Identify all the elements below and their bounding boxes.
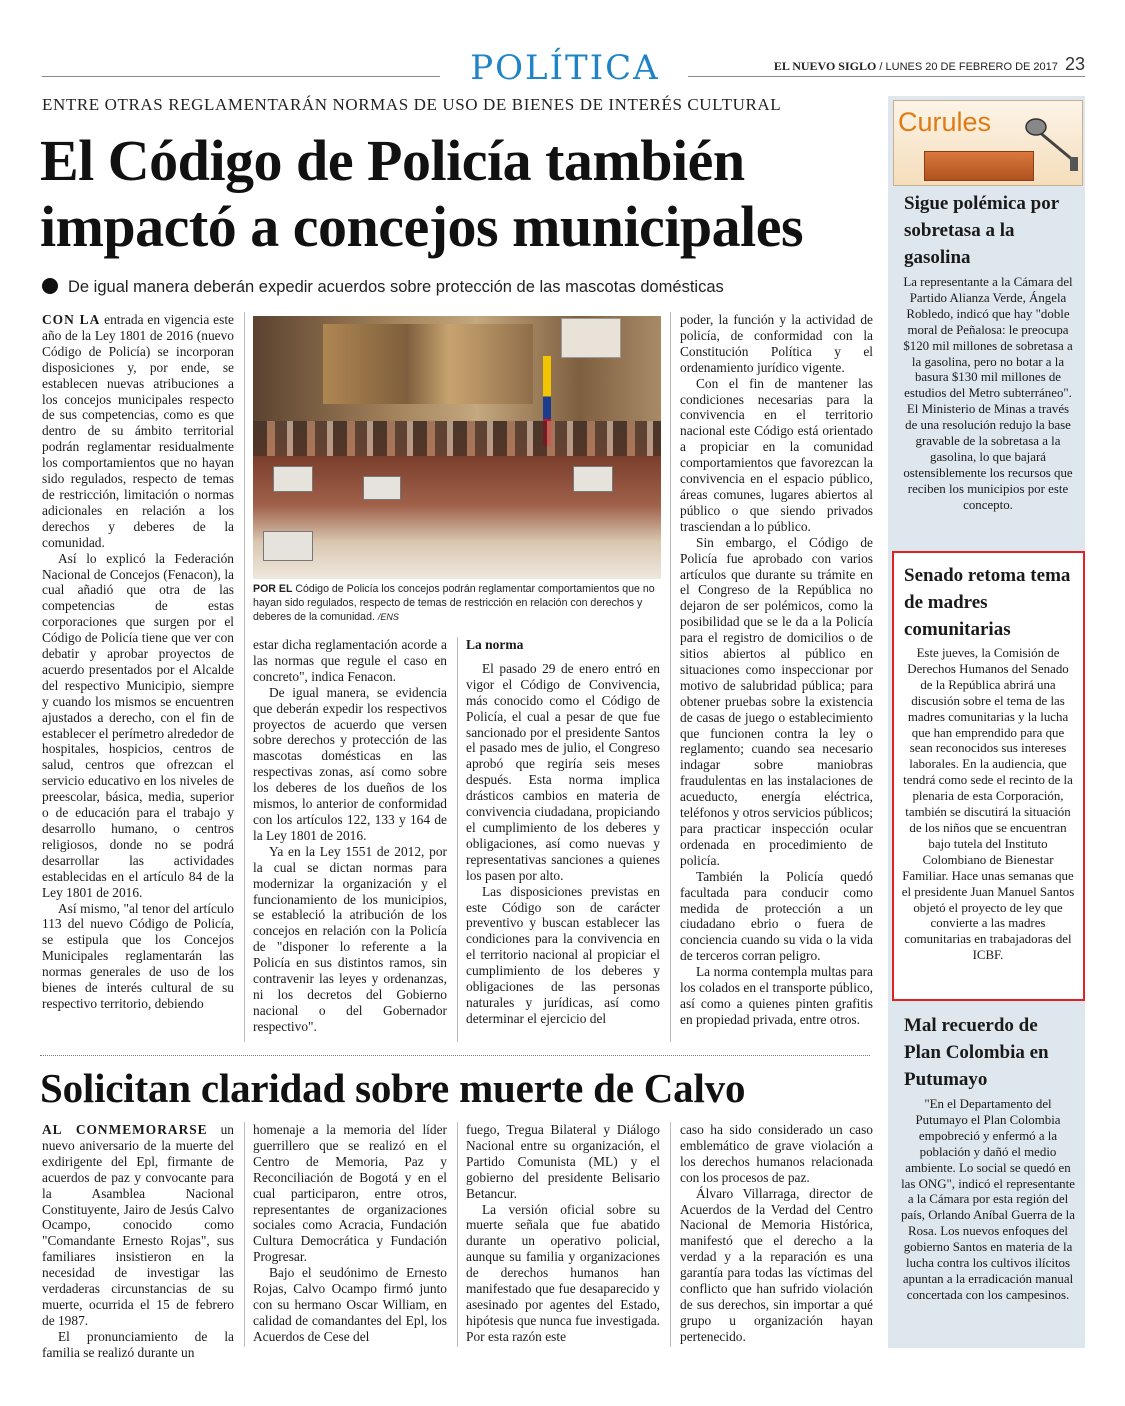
- lead-in: AL CONMEMORARSE: [42, 1122, 208, 1137]
- column-rule: [670, 312, 671, 1042]
- council-session-photo: [253, 316, 661, 579]
- paragraph: De igual manera, se evidencia que deberán expedir los respectivos proyectos de acuerdo que versen sobre derechos y protección de las mascotas domésticas en las respectivas zonas, así como sobre los deberes de los dueños de los mismos, lo anterior de conformidad con los artículos 122, 133 y 164 de la Ley 1801 de 2016.: [253, 684, 447, 843]
- main-col-3: [466, 637, 660, 1027]
- second-col-1: [42, 1122, 234, 1361]
- paragraph-text: un nuevo aniversario de la muerte del exdirigente del Epl, firmante de acuerdos de paz y convocante para la Asamblea Nacional Constituyente, Jairo de Jesús Calvo Ocampo, conocido como "Comandante Ernesto Rojas", sus familiares insistieron en la necesidad de investigar las verdaderas circunstancias de su muerte, ocurrida el 15 de febrero de 1987.: [42, 1122, 234, 1328]
- deck-text: De igual manera deberán expedir acuerdos sobre protección de las mascotas domésticas: [68, 278, 724, 296]
- paragraph-text: entrada en vigencia este año de la Ley 1801 de 2016 (nuevo Código de Policía) se incorporan disposiciones y, por ende, se establecen nuevas atribuciones a los concejos municipales respecto de sus competencias, como es que dentro de su ámbito territorial podrán reglamentar residualmente los comportamientos que no hayan sido regulados, respecto de temas de restricción, limitación o normas adicionales en relación a los derechos y deberes de la comunidad.: [42, 312, 234, 550]
- sidebar-body: La representante a la Cámara del Partido Alianza Verde, Ángela Robledo, indicó que hay "doble moral de Peñalosa: le preocupa $120 mil millones de sobretasa a la gasolina, pero no botar a la basura $130 mil millones de estudios del Metro subterráneo". El Ministerio de Minas a través de una resolución redujo la base gravable de la sobretasa a la gasolina, lo que bajará ostensiblemente los recursos que reciben los municipios por este concepto.: [903, 275, 1073, 512]
- photo-monitor: [263, 531, 313, 561]
- second-headline: Solicitan claridad sobre muerte de Calvo: [40, 1065, 746, 1111]
- column-rule: [670, 1122, 671, 1347]
- header-rule-right: [688, 76, 1085, 77]
- paragraph: fuego, Tregua Bilateral y Diálogo Nacional entre su organización, el Partido Comunista (ML) y el gobierno del presidente Belisario Betancur.: [466, 1122, 660, 1201]
- main-deck: [42, 278, 872, 297]
- main-col-1: [42, 312, 234, 1012]
- sidebar-headline: Sigue polémica por sobretasa a la gasolina: [904, 193, 1059, 268]
- curules-banner: [893, 100, 1083, 186]
- paragraph: La versión oficial sobre su muerte señala que fue abatido durante un operativo policial, aunque su familia y organizaciones de derechos humanos han manifestado que fue desaparecido y asesinado por agentes del Estado, hipótesis que nunca fue investigada. Por esta razón este: [466, 1201, 660, 1344]
- photo-monitor: [273, 466, 313, 492]
- header-rule-left: [42, 76, 440, 77]
- microphone-icon: [1014, 111, 1082, 171]
- second-col-2: [253, 1122, 447, 1345]
- sidebar-headline: Senado retoma tema de madres comunitarias: [904, 565, 1071, 640]
- photo-caption: [253, 583, 663, 624]
- paragraph: estar dicha reglamentación acorde a las normas que regule el caso en concreto", indica Fenacon.: [253, 637, 447, 684]
- paragraph: [42, 1122, 234, 1329]
- sidebar-body: "En el Departamento del Putumayo el Plan Colombia empobreció y enfermó a la población y dañó el medio ambiente. Lo social se quedó en las ONG", indicó el representante a la Cámara por esta región del país, Orlando Aníbal Guerra de la Rosa. Los nuevos enfoques del gobierno Santos en materia de la lucha contra los cultivos ilícitos apuntan a la erradicación manual concertada con los campesinos.: [901, 1097, 1075, 1302]
- paragraph: El pasado 29 de enero entró en vigor el Código de Convivencia, más conocido como el Código de Policía, el cual a pesar de que fue sancionado por el presidente Santos el pasado mes de julio, el Congreso aprobó que regiría seis meses después. Esta norma implica drásticos cambios en materia de convivencia ciudadana, propiciando el cumplimiento de los deberes y obligaciones, así como nuevas y representativas sanciones a quienes los pasen por alto.: [466, 660, 660, 883]
- story-divider: [40, 1055, 870, 1056]
- paragraph: poder, la función y la actividad de policía, de conformidad con la Constitución Política y el ordenamiento jurídico vigente.: [680, 312, 873, 375]
- paragraph: Así lo explicó la Federación Nacional de Concejos (Fenacon), la cual añadió que otra de las competencias de estas corporaciones que surgen por el Código de Policía tiene que ver con debatir y aprobar proyectos de acuerdo presentados por el Alcalde del respectivo Municipio, siempre y cuando los mismos se encuentren ajustados a derecho, con el fin de establecer el perímetro alrededor de hospitales, hospicios, centros de salud, centros que ofrezcan el servicio educativo en los niveles de preescolar, básica, media, superior o de educación para el trabajo y desarrollo humano, o centros religiosos, donde no se podrá desarrollar las actividades establecidas en el artículo 84 de la Ley 1801 de 2016.: [42, 550, 234, 900]
- paragraph: Bajo el seudónimo de Ernesto Rojas, Calvo Ocampo firmó junto con su hermano Oscar William, en calidad de comandantes del Epl, los Acuerdos de Cese del: [253, 1265, 447, 1344]
- masthead: [774, 54, 1085, 75]
- second-col-3: [466, 1122, 660, 1345]
- lead-in: CON LA: [42, 312, 101, 327]
- column-rule: [244, 1122, 245, 1347]
- paragraph: Las disposiciones previstas en este Código son de carácter preventivo y buscan establecer las condiciones para la convivencia en el territorio nacional al propiciar el cumplimiento de los deberes y obligaciones de las personas naturales y jurídicas, así como determinar el ejercicio del: [466, 883, 660, 1026]
- photo-mural: [323, 324, 533, 404]
- photo-monitor: [363, 476, 401, 500]
- paragraph: Así mismo, "al tenor del artículo 113 del nuevo Código de Policía, se estipula que los Concejos Municipales reglamentarán las normas generales de uso de los bienes de interés cultural de su respectivo territorio, debiendo: [42, 900, 234, 1011]
- subhead-la-norma: La norma: [466, 637, 524, 652]
- second-col-4: [680, 1122, 873, 1345]
- photo-credit: /ENS: [377, 611, 399, 622]
- sidebar-headline: Mal recuerdo de Plan Colombia en Putumayo: [904, 1015, 1049, 1090]
- paragraph: Con el fin de mantener las condiciones necesarias para la convivencia en el territorio nacional este Código está orientado a propiciar en la comunidad comportamientos que favorezcan la convivencia en el espacio público, áreas comunes, lugares abiertos al público o que siendo privados trasciendan a lo público.: [680, 375, 873, 534]
- paragraph: También la Policía quedó facultada para conducir como medida de protección a un ciudadano ebrio o fuera de conciencia cuando su vida o la vida de terceros corran peligro.: [680, 868, 873, 964]
- main-kicker: ENTRE OTRAS REGLAMENTARÁN NORMAS DE USO DE BIENES DE INTERÉS CULTURAL: [42, 95, 782, 114]
- paragraph: Ya en la Ley 1551 de 2012, por la cual se dictan normas para modernizar la organización y el funcionamiento de los municipios, se estableció la atribución de los concejos en relación con la Policía de "disponer lo referente a la Policía en sus distintos ramos, sin contravenir las leyes y ordenanzas, ni los decretos del Gobierno nacional o del Gobernador respectivo".: [253, 843, 447, 1034]
- main-col-4: [680, 312, 873, 1028]
- bullet-icon: [42, 278, 58, 294]
- curules-title: Curules: [898, 107, 992, 137]
- paragraph: Álvaro Villarraga, director de Acuerdos de la Verdad del Centro Nacional de Memoria Histórica, manifestó que el derecho a la verdad y a la reparación es una garantía para todas las víctimas del conflicto que han sufrido violación de sus derechos, sin importar a qué grupo u organización hayan pertenecido.: [680, 1185, 873, 1344]
- photo-screen: [561, 318, 621, 358]
- publication-name: EL NUEVO SIGLO: [773, 59, 877, 73]
- main-headline: El Código de Policía también impactó a concejos municipales: [40, 128, 804, 259]
- photo-monitor: [573, 466, 613, 492]
- paragraph: caso ha sido considerado un caso emblemático de grave violación a los derechos humanos relacionada con los procesos de paz.: [680, 1122, 873, 1185]
- paragraph: La norma contempla multas para los colados en el transporte público, así como a quienes pinten grafitis en propiedad privada, entre otros.: [680, 964, 873, 1027]
- page-number: 23: [1064, 54, 1085, 74]
- column-rule: [457, 637, 458, 1042]
- paragraph: [42, 312, 234, 551]
- caption-lead: POR EL: [253, 583, 293, 595]
- paragraph: Sin embargo, el Código de Policía fue aprobado con varios artículos que durante su trámite en el Congreso de la República no dejaron de ser polémicos, como la posibilidad que se le da a la Policía para el registro de domicilios o de sitios abiertos al público en situaciones como inspeccionar por motivo de salubridad pública; para obtener pruebas sobre la existencia de casas de juego o establecimiento que funcionen contra la ley o reglamento; cuando sea necesario indagar sobre maniobras fraudulentas en las instalaciones de acueducto, energía eléctrica, teléfonos y otros servicios públicos; para practicar inspección ocular ordenada en procedimiento de policía.: [680, 534, 873, 868]
- paragraph: El pronunciamiento de la familia se realizó durante un: [42, 1328, 234, 1360]
- publication-date: / LUNES 20 DE FEBRERO DE 2017: [879, 61, 1058, 73]
- main-col-2: [253, 637, 447, 1035]
- caption-text: Código de Policía los concejos podrán reglamentar comportamientos que no hayan sido regulados, respecto de temas de restricción en relación con derechos y deberes de la comunidad.: [253, 583, 655, 623]
- paragraph: homenaje a la memoria del líder guerrillero que se realizó en el Centro de Memoria, Paz y Reconciliación de Bogotá y en el cual participaron, entre otros, representantes de organizaciones sociales como Acracia, Fundación Cultura Democrática y Fundación Progresar.: [253, 1122, 447, 1265]
- column-rule: [457, 1122, 458, 1347]
- column-rule: [244, 312, 245, 1042]
- section-title: POLÍTICA: [470, 48, 660, 88]
- sidebar-body: Este jueves, la Comisión de Derechos Humanos del Senado de la República abrirá una discusión sobre el tema de las madres comunitarias y la lucha que han emprendido para que sean reconocidos sus intereses laborales. En la audiencia, que tendrá como sede el recinto de la plenaria de esta Corporación, también se discutirá la situación de los niños que se encuentran bajo tutela del Instituto Colombiano de Bienestar Familiar. Hace unas semanas que el presidente Juan Manuel Santos objetó el proyecto de ley que convierte a las madres comunitarias en trabajadoras del ICBF.: [901, 646, 1075, 963]
